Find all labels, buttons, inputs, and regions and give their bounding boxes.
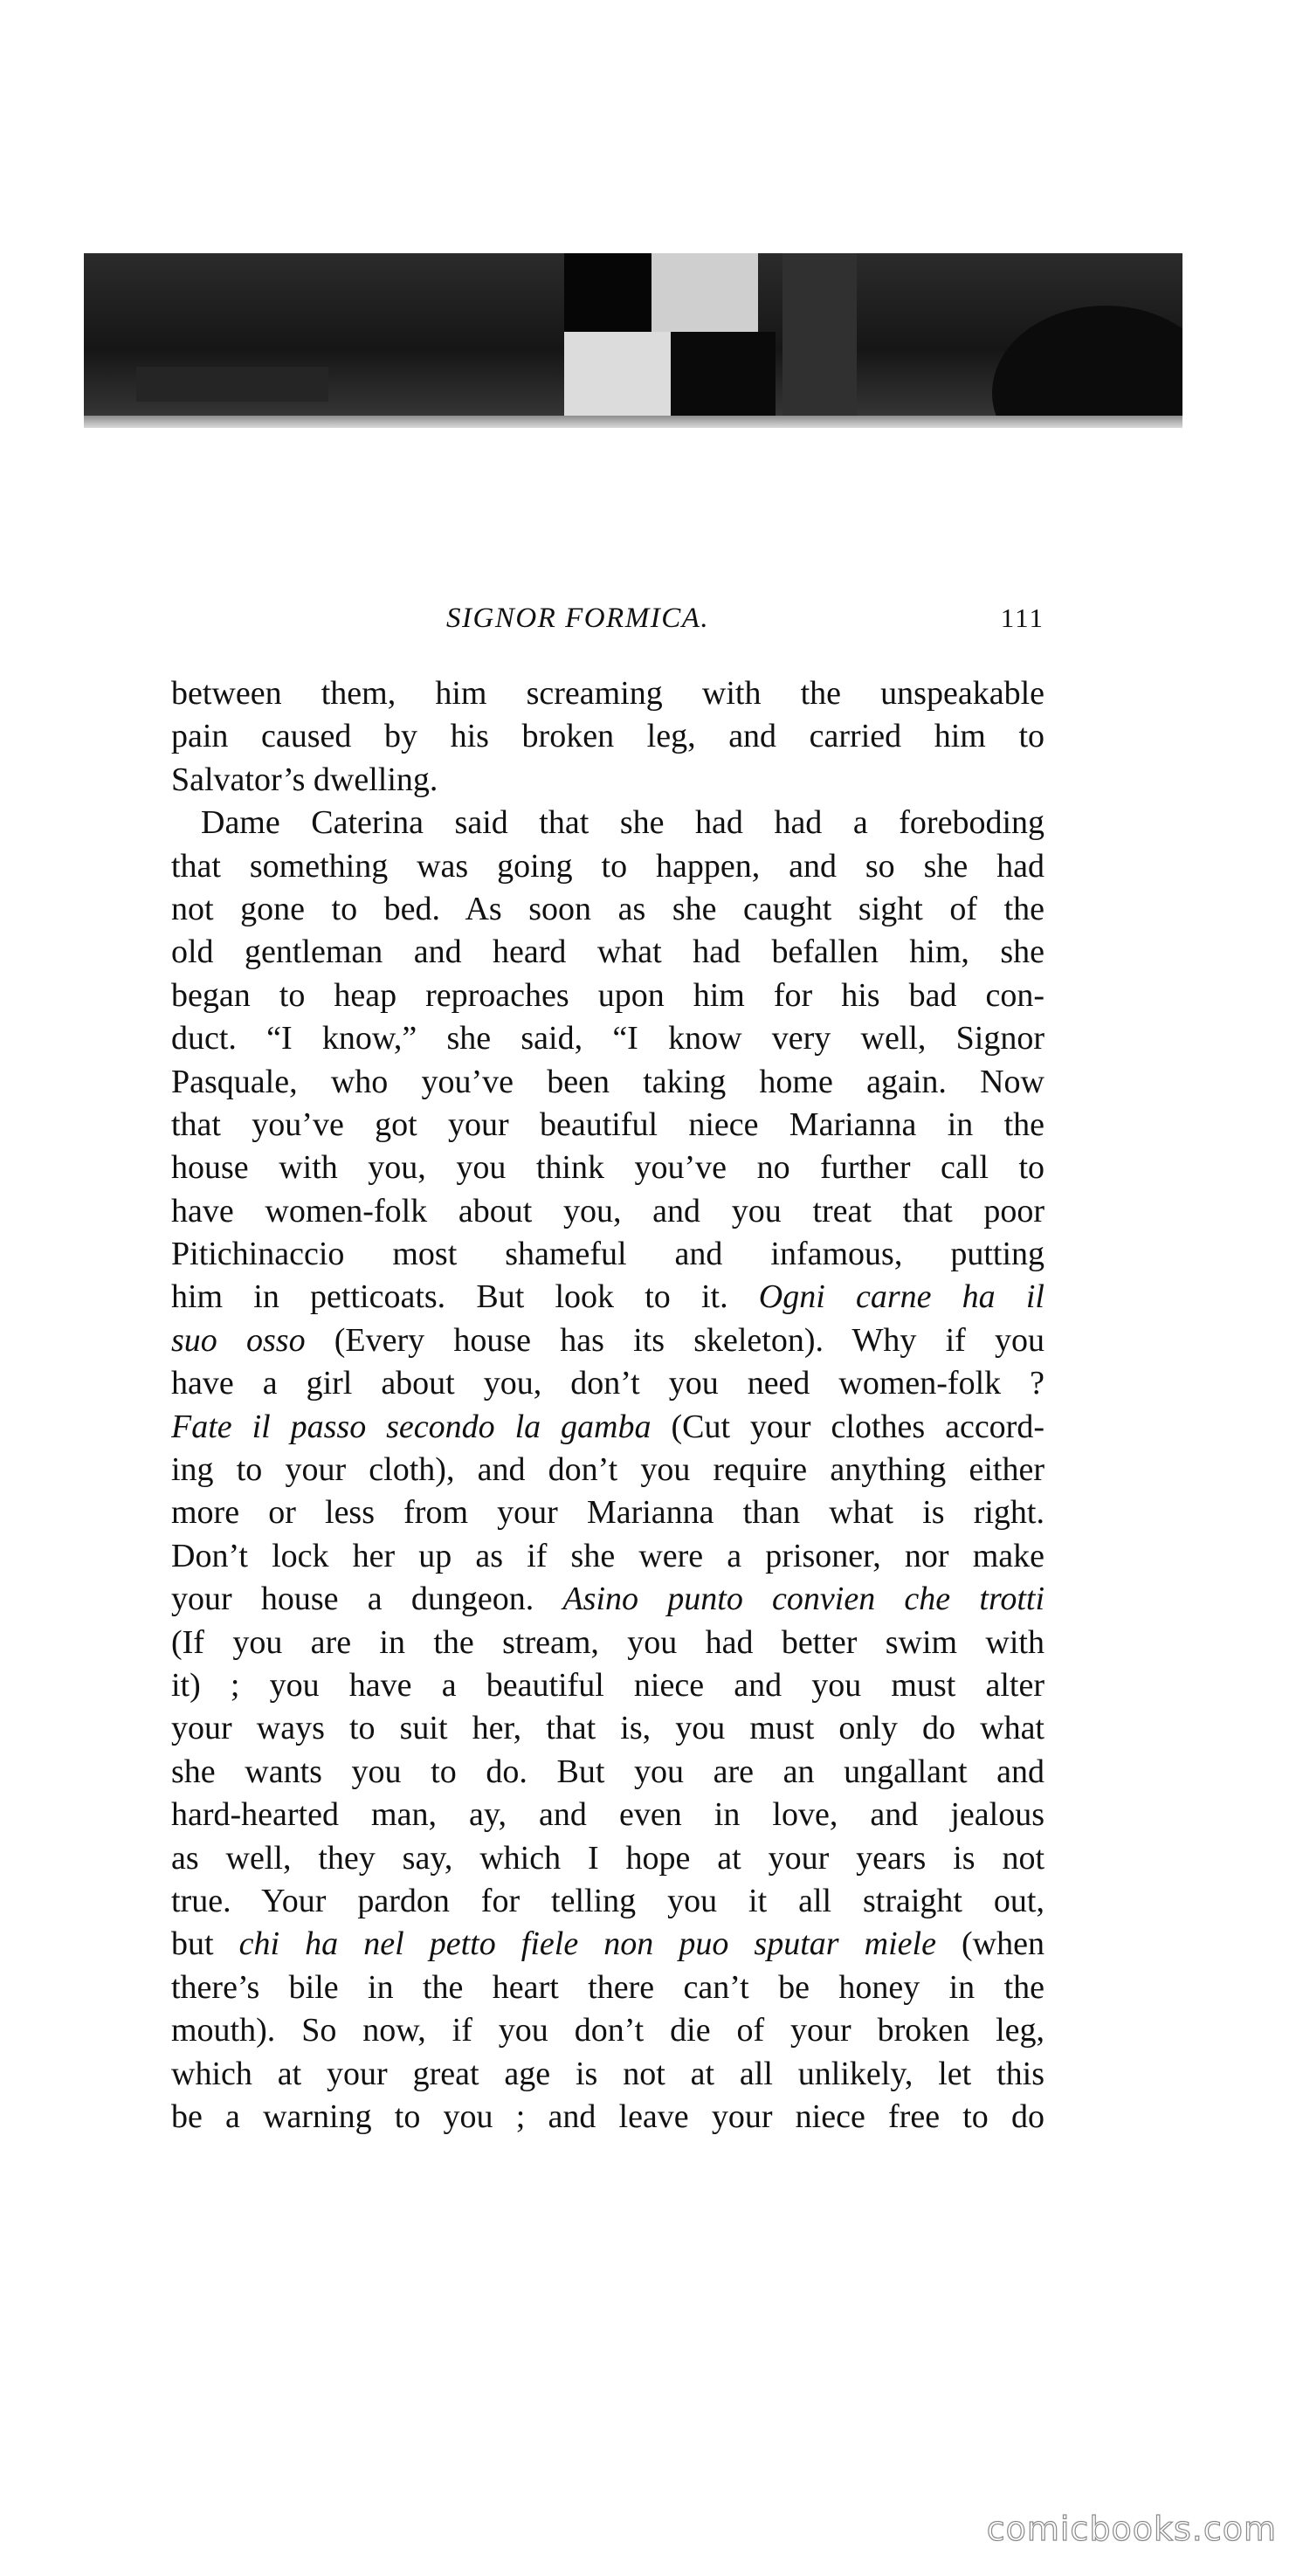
text-line: [171, 1449, 1044, 1491]
text-line: [171, 759, 1044, 802]
body-text: [171, 672, 1044, 2139]
text-run: Don’t lock her up as if she were a prisoner, nor make: [171, 1537, 1044, 1574]
text-run: pain caused by his broken leg, and carried him to: [171, 718, 1044, 755]
text-run: Dame Caterina said that she had had a foreboding: [201, 804, 1044, 842]
italic-phrase: chi ha nel petto fiele non puo sputar miele: [238, 1925, 936, 1963]
page-number: 111: [1000, 603, 1044, 633]
scanned-image-strip: [84, 253, 1182, 428]
text-run: true. Your pardon for telling you it all straight out,: [171, 1882, 1044, 1919]
text-line: [171, 802, 1044, 844]
watermark: comicbooks.com: [986, 2510, 1277, 2548]
text-line: [171, 888, 1044, 931]
text-run: mouth). So now, if you don’t die of your broken leg,: [171, 2012, 1044, 2049]
text-line: [171, 1190, 1044, 1233]
text-run: him in petticoats. But look to it.: [171, 1278, 759, 1316]
text-line: [171, 975, 1044, 1017]
text-run: between them, him screaming with the unspeakable: [171, 675, 1044, 712]
text-line: [171, 1837, 1044, 1880]
text-line: [171, 1707, 1044, 1750]
text-line: [171, 672, 1044, 715]
text-line: [171, 1794, 1044, 1836]
text-run: that something was going to happen, and so she had: [171, 847, 1044, 885]
text-run: Salvator’s dwelling.: [171, 761, 438, 798]
text-line: [171, 2096, 1044, 2139]
text-line: [171, 1880, 1044, 1923]
strip-edge: [84, 416, 1182, 428]
text-run: (Every house has its skeleton). Why if you: [305, 1321, 1044, 1359]
text-run: your ways to suit her, that is, you must only do what: [171, 1710, 1044, 1747]
strip-block-grey: [782, 253, 857, 416]
text-run: that you’ve got your beautiful niece Marianna in the: [171, 1105, 1044, 1143]
text-line: [171, 2009, 1044, 2052]
text-run: she wants you to do. But you are an ungallant and: [171, 1753, 1044, 1790]
text-run: began to heap reproaches upon him for his bad con-: [171, 976, 1044, 1014]
text-line: [171, 1578, 1044, 1621]
text-line: [171, 1017, 1044, 1060]
text-run: as well, they say, which I hope at your years is not: [171, 1839, 1044, 1877]
text-run: more or less from your Marianna than what is right.: [171, 1494, 1044, 1532]
text-line: [171, 1923, 1044, 1966]
text-run: house with you, you think you’ve no further call to: [171, 1149, 1044, 1187]
text-run: ing to your cloth), and don’t you require anything either: [171, 1451, 1044, 1489]
text-run: (If you are in the stream, you had better swim with: [171, 1623, 1044, 1661]
text-line: [171, 1061, 1044, 1104]
strip-shadow: [136, 367, 328, 402]
text-line: [171, 931, 1044, 974]
text-run: but: [171, 1925, 239, 1963]
text-run: there’s bile in the heart there can’t be honey in the: [171, 1968, 1044, 2006]
text-run: Pitichinaccio most shameful and infamous, putting: [171, 1236, 1044, 1273]
strip-block-dark: [671, 332, 776, 419]
text-line: [171, 1491, 1044, 1534]
text-line: [171, 2053, 1044, 2096]
strip-block-dark: [564, 253, 652, 332]
text-run: it) ; you have a beautiful niece and you must alter: [171, 1666, 1044, 1704]
text-run: not gone to bed. As soon as she caught sight of the: [171, 890, 1044, 927]
text-line: [171, 1751, 1044, 1794]
text-line: [171, 1276, 1044, 1319]
text-run: have a girl about you, don’t you need women-folk ?: [171, 1365, 1044, 1402]
text-line: [171, 1104, 1044, 1147]
text-line: [171, 1966, 1044, 2009]
text-run: (Cut your clothes accord-: [651, 1408, 1044, 1445]
text-run: (when: [935, 1925, 1044, 1963]
text-line: [171, 1535, 1044, 1578]
text-line: [171, 1319, 1044, 1362]
italic-phrase: Fate il passo secondo la gamba: [171, 1408, 652, 1445]
text-line: [171, 1362, 1044, 1405]
text-run: which at your great age is not at all unlikely, let this: [171, 2055, 1044, 2092]
text-run: duct. “I know,” she said, “I know very well, Signor: [171, 1020, 1044, 1057]
text-line: [171, 1622, 1044, 1664]
text-line: [171, 1147, 1044, 1189]
text-run: Pasquale, who you’ve been taking home again. Now: [171, 1063, 1044, 1100]
text-line: [171, 845, 1044, 888]
text-line: [171, 1233, 1044, 1276]
italic-phrase: Asino punto convien che trotti: [562, 1581, 1044, 1618]
text-line: [171, 715, 1044, 758]
running-head: [171, 603, 1044, 637]
italic-phrase: Ogni carne ha il: [758, 1278, 1044, 1316]
text-run: be a warning to you ; and leave your niece free to do: [171, 2097, 1044, 2135]
text-run: have women-folk about you, and you treat that poor: [171, 1192, 1044, 1229]
text-run: old gentleman and heard what had befallen him, she: [171, 933, 1044, 971]
text-run: your house a dungeon.: [171, 1581, 563, 1618]
strip-block-light: [564, 332, 671, 419]
text-run: hard-hearted man, ay, and even in love, and jealous: [171, 1796, 1044, 1834]
strip-block-light: [652, 253, 758, 332]
strip-mound: [992, 306, 1182, 428]
italic-phrase: suo osso: [171, 1321, 306, 1359]
page-title: SIGNOR FORMICA.: [446, 603, 710, 634]
text-line: [171, 1664, 1044, 1707]
text-line: [171, 1406, 1044, 1449]
